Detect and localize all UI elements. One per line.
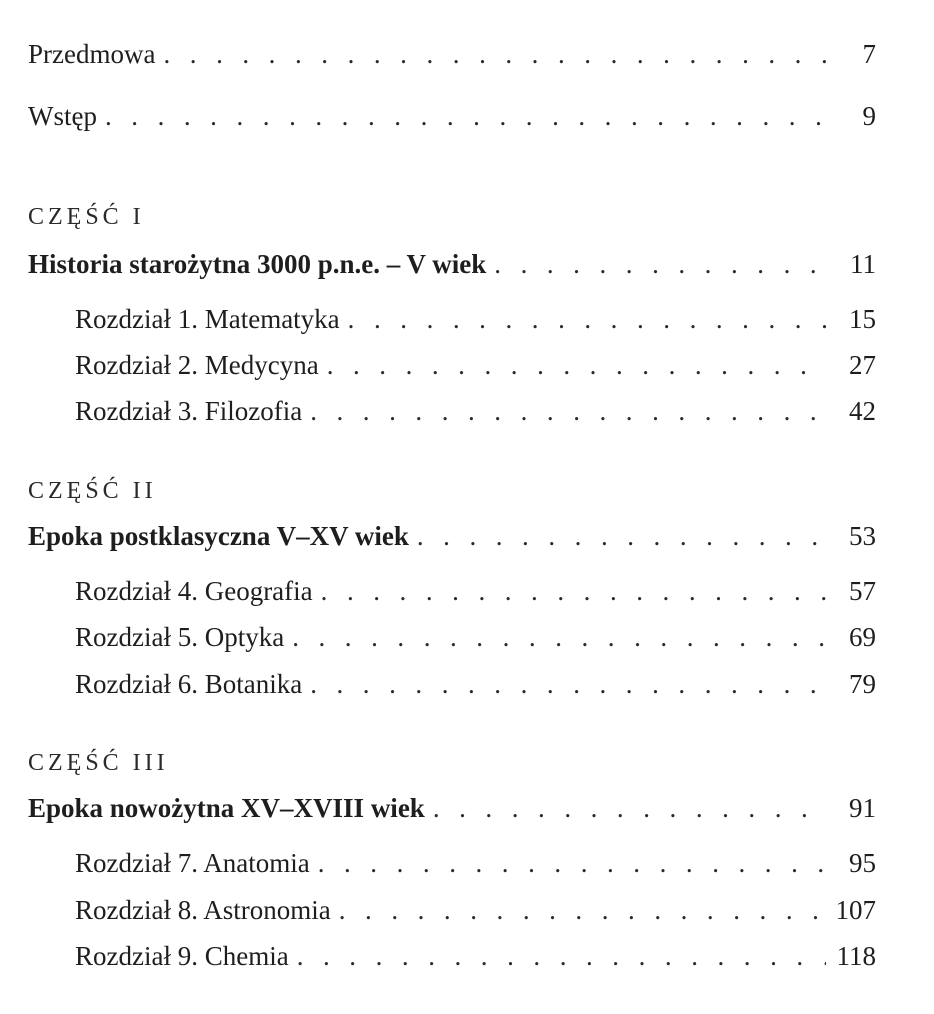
dot-leader: [433, 791, 826, 825]
toc-entry-front-matter: [0, 99, 934, 133]
toc-part-entry: [0, 247, 934, 281]
toc-page-number: 107: [835, 895, 876, 925]
part-heading: CZĘŚĆ III: [28, 750, 169, 776]
toc-chapter-entry: [0, 302, 934, 336]
dot-leader: [318, 846, 826, 880]
toc-entry: [75, 620, 876, 654]
toc-page-number: 53: [849, 521, 876, 551]
toc-page-number: 27: [849, 350, 876, 380]
dot-leader: [348, 302, 826, 336]
toc-entry: [75, 667, 876, 701]
toc-chapter-entry: [0, 667, 934, 701]
toc-page-number: 118: [836, 941, 876, 971]
toc-page-number: 15: [849, 304, 876, 334]
toc-page-number: 79: [849, 669, 876, 699]
chapter-title: Rozdział 4. Geografia: [75, 576, 313, 606]
chapter-title: Rozdział 6. Botanika: [75, 669, 303, 699]
dot-leader: [327, 348, 826, 382]
toc-chapter-entry: [0, 394, 934, 428]
toc-page-number: 91: [849, 793, 876, 823]
toc-chapter-entry: [0, 939, 934, 973]
dot-leader: [163, 37, 826, 71]
toc-chapter-entry: [0, 348, 934, 382]
toc-part-entry: [0, 519, 934, 553]
toc-entry: [75, 302, 876, 336]
toc-entry-label: Wstęp: [28, 101, 97, 131]
toc-entry: [75, 574, 876, 608]
toc-entry: [28, 247, 876, 281]
chapter-title: Rozdział 9. Chemia: [75, 941, 289, 971]
part-heading: CZĘŚĆ I: [28, 204, 145, 230]
dot-leader: [105, 99, 826, 133]
toc-page-number: 9: [862, 101, 876, 131]
toc-entry: [28, 519, 876, 553]
toc-chapter-entry: [0, 846, 934, 880]
toc-entry: [28, 37, 876, 71]
toc-entry-front-matter: [0, 37, 934, 71]
part-heading: CZĘŚĆ II: [28, 478, 157, 504]
chapter-title: Rozdział 1. Matematyka: [75, 304, 340, 334]
chapter-title: Rozdział 2. Medycyna: [75, 350, 319, 380]
chapter-title: Rozdział 3. Filozofia: [75, 396, 303, 426]
part-title: Epoka postklasyczna V–XV wiek: [28, 521, 409, 551]
dot-leader: [417, 519, 826, 553]
dot-leader: [292, 620, 826, 654]
toc-part-entry: [0, 791, 934, 825]
toc-chapter-entry: [0, 620, 934, 654]
toc-page-number: 57: [849, 576, 876, 606]
toc-page-number: 11: [850, 249, 876, 279]
toc-chapter-entry: [0, 574, 934, 608]
toc-entry-label: Przedmowa: [28, 39, 156, 69]
toc-page-number: 7: [862, 39, 876, 69]
dot-leader: [297, 939, 826, 973]
toc-entry: [28, 99, 876, 133]
toc-entry: [75, 348, 876, 382]
dot-leader: [321, 574, 826, 608]
toc-entry: [28, 791, 876, 825]
part-title: Historia starożytna 3000 p.n.e. – V wiek: [28, 249, 487, 279]
dot-leader: [310, 667, 826, 701]
dot-leader: [310, 394, 826, 428]
toc-entry: [75, 394, 876, 428]
toc-page-number: 42: [849, 396, 876, 426]
chapter-title: Rozdział 5. Optyka: [75, 622, 285, 652]
toc-chapter-entry: [0, 893, 934, 927]
chapter-title: Rozdział 8. Astronomia: [75, 895, 331, 925]
toc-entry: [75, 846, 876, 880]
toc-page-number: 69: [849, 622, 876, 652]
toc-page-number: 95: [849, 848, 876, 878]
chapter-title: Rozdział 7. Anatomia: [75, 848, 310, 878]
dot-leader: [494, 247, 826, 281]
dot-leader: [339, 893, 826, 927]
part-title: Epoka nowożytna XV–XVIII wiek: [28, 793, 425, 823]
toc-entry: [75, 939, 876, 973]
toc-entry: [75, 893, 876, 927]
